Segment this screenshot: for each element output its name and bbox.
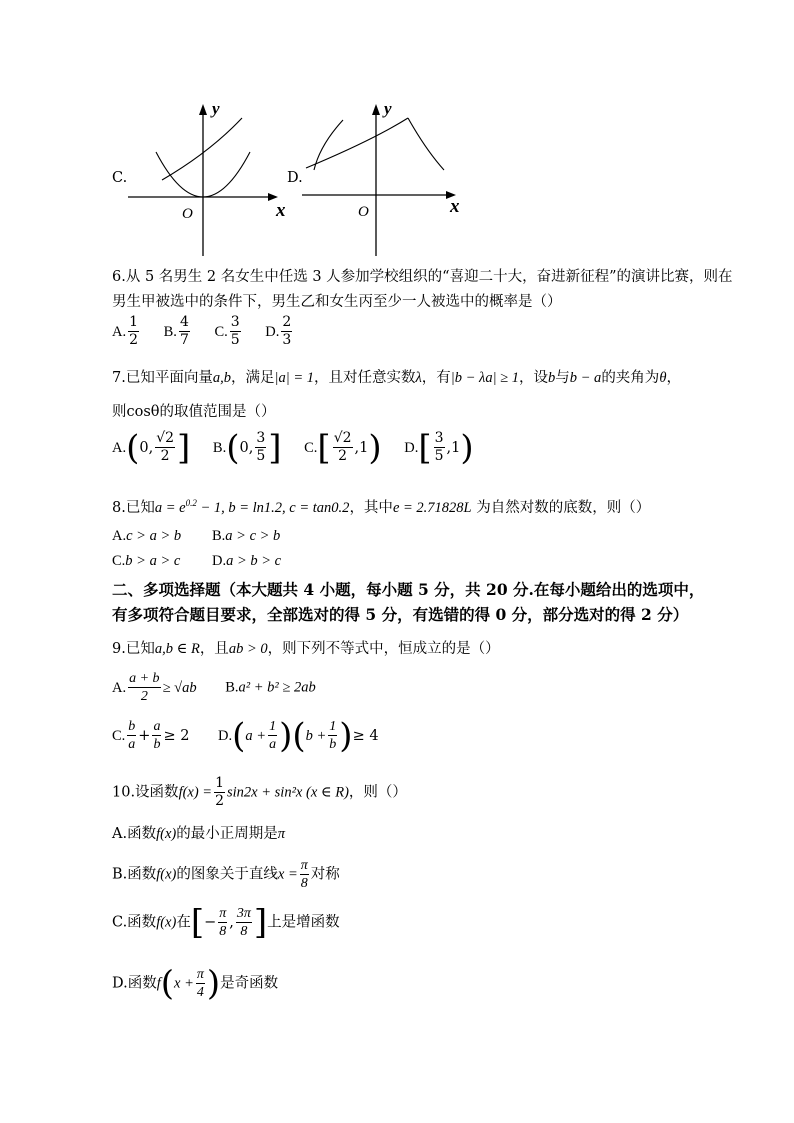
q9-option-c[interactable]: C. $\frac{b}{a}$ + $\frac{a}{b}$ ≥ 2 [112, 719, 190, 752]
q10-option-a[interactable]: A.函数f(x)的最小正周期是π [112, 826, 285, 842]
section2-heading-line2: 有多项符合题目要求，全部选对的得 5 分，有选错的得 0 分，部分选对的得 2 分） [112, 605, 689, 624]
graph-d-y-label: y [384, 100, 392, 118]
q10-option-c[interactable]: C.函数f(x)在[− $\frac{\pi}{8}$ , $\frac{3\pi}{8}$ ]上是增函数 [112, 902, 340, 943]
q8-options-row1 [112, 528, 280, 545]
q9-options-row1 [112, 670, 316, 705]
q6-option-d[interactable]: D. $\frac{2}{3}$ [265, 314, 292, 348]
graph-d-x-label: x [450, 196, 460, 217]
q6-option-c[interactable]: C. $\frac{3}{5}$ [214, 314, 240, 348]
q8-option-a[interactable]: A.c > a > b [112, 528, 182, 544]
q7-option-d[interactable]: D.[ $\frac{3}{5}$ ,1) [404, 427, 474, 468]
q7-option-a[interactable]: A.(0, $\frac{√2}{2}$ ] [112, 427, 191, 468]
graph-c-y-arrow [199, 104, 207, 115]
q8-option-b[interactable]: B.a > c > b [212, 528, 281, 544]
q8-stem: 8.已知$a = e^{0.2} - 1$, b = ln1.2, c = tan0.2，其中e = 2.71828L 为自然对数的底数，则（） [112, 498, 651, 516]
section2-heading-line1: 二、多项选择题（本大题共 4 小题，每小题 5 分，共 20 分.在每小题给出的选项中， [112, 580, 705, 599]
graph-c [120, 100, 295, 258]
q7-stem-line2: 则cosθ的取值范围是（） [112, 404, 276, 420]
graph-c-label: C. [112, 170, 128, 186]
graph-c-origin: O [182, 206, 193, 222]
graph-d-curve-left [306, 118, 408, 168]
q9-option-d[interactable]: D.(a + $\frac{1}{a}$ )(b + $\frac{1}{b}$ )≥ 4 [218, 715, 379, 756]
q9-options-row2 [112, 715, 379, 756]
q8-options-row2 [112, 553, 281, 570]
q9-stem: 9.已知a,b ∈ R，且ab > 0，则下列不等式中，恒成立的是（） [112, 641, 500, 657]
graph-d-curve-right [408, 118, 444, 170]
q6-stem-line1: 6.从 5 名男生 2 名女生中任选 3 人参加学校组织的“喜迎二十大，奋进新征程”的演讲比赛，则在 [112, 269, 733, 285]
graph-d [298, 100, 473, 258]
q9-option-b[interactable]: B.a² + b² ≥ 2ab [225, 679, 316, 696]
q6-options [112, 314, 312, 349]
q10-option-d[interactable]: D.函数f(x + $\frac{\pi}{4}$ )是奇函数 [112, 963, 279, 1004]
graph-d-label: D. [287, 170, 303, 186]
q7-stem-line1: 7.已知平面向量a,b，满足|a| = 1，且对任意实数λ，有|b − λa| ≥ 1，设b与b − a的夹角为θ， [112, 370, 681, 386]
q10-stem: 10.设函数f(x) = $\frac{1}{2}$ sin2x + sin²x (x ∈ R)，则（） [112, 775, 407, 809]
graph-c-curve [162, 118, 242, 180]
graph-c-x-label: x [276, 200, 286, 221]
q10-option-b[interactable]: B.函数f(x)的图象关于直线x = $\frac{\pi}{8}$ 对称 [112, 858, 340, 891]
graph-d-y-arrow [372, 104, 380, 115]
q7-option-c[interactable]: C.[ $\frac{√2}{2}$ ,1) [304, 427, 382, 468]
q9-option-a[interactable]: A. $\frac{a + b}{2}$ ≥ √ab [112, 671, 197, 704]
q6-stem-line2: 男生甲被选中的条件下，男生乙和女生丙至少一人被选中的概率是（） [112, 294, 562, 310]
q8-option-d[interactable]: D.a > b > c [212, 553, 282, 569]
graph-d-origin: O [358, 204, 369, 220]
q6-option-b[interactable]: B. $\frac{4}{7}$ [163, 314, 189, 348]
q7-option-b[interactable]: B.(0, $\frac{3}{5}$ ] [212, 427, 282, 468]
q7-options [112, 427, 492, 468]
q8-option-c[interactable]: C.b > a > c [112, 553, 181, 569]
q6-option-a[interactable]: A. $\frac{1}{2}$ [112, 314, 139, 348]
graph-c-y-label: y [212, 100, 220, 118]
